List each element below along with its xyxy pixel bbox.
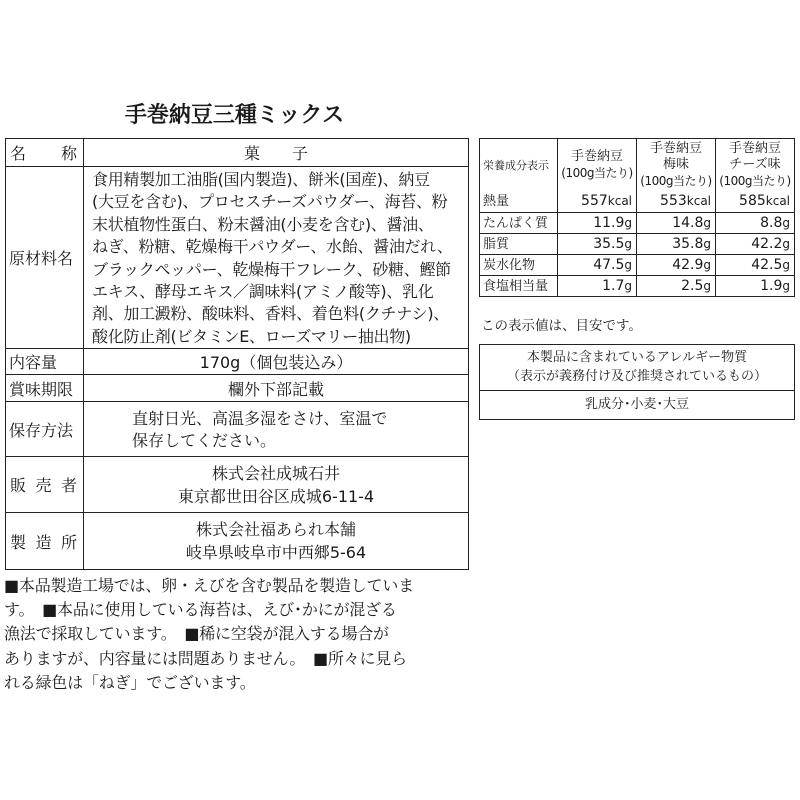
allergy-box <box>479 344 795 420</box>
row-ingredients <box>6 166 468 348</box>
nutrition-row <box>480 275 794 296</box>
expiry-label: 賞味期限 <box>6 375 84 401</box>
nutrition-header-label: 栄養成分表示 <box>480 139 558 191</box>
nutrition-rows <box>480 191 794 296</box>
nutrition-row <box>480 254 794 275</box>
nutrition-value: 42.5g <box>751 257 790 273</box>
storage-label: 保存方法 <box>6 402 84 456</box>
nutrition-row-label: 炭水化物 <box>480 255 558 275</box>
nutrition-value: 42.2g <box>751 236 790 252</box>
nutrition-value: 14.8g <box>637 213 716 233</box>
nutrition-value: 585kcal <box>739 193 790 209</box>
nutrition-value: 553kcal <box>637 191 716 212</box>
content-label: 内容量 <box>6 349 84 374</box>
nutrition-row <box>480 212 794 233</box>
nutrition-value: 35.5g <box>558 234 637 254</box>
nutrition-col-2: 手巻納豆 梅味 (100g当たり) <box>637 139 716 191</box>
content-value: 170g（個包装込み） <box>199 353 353 372</box>
row-name <box>6 139 468 166</box>
nutrition-note: この表示値は、目安です。 <box>481 318 642 334</box>
name-value: 菓 子 <box>243 144 308 163</box>
maker-value: 株式会社福あられ本舗 岐阜県岐阜市中西郷5-64 <box>185 520 367 562</box>
row-expiry <box>6 374 468 401</box>
allergy-header: 本製品に含まれているアレルギー物質 （表示が義務付け及び推奨されているもの） <box>480 345 794 391</box>
product-info-table <box>5 138 469 570</box>
nutrition-row-label: たんぱく質 <box>480 213 558 233</box>
row-content <box>6 348 468 374</box>
notice-text: ■本品製造工場では、卵・えびを含む製品を製造していま す。 ■本品に使用している海苔は、えび･かにが混ざる 漁法で採取しています。 ■稀に空袋が混入する場合が ありますが、内容量には問題ありません。 ■所々に見ら れる緑色は「ねぎ」でございます。 <box>4 576 414 692</box>
nutrition-value: 557kcal <box>558 191 637 212</box>
storage-value: 直射日光、高温多湿をさけ、室温で 保存してください。 <box>132 409 388 450</box>
nutrition-row-label: 脂質 <box>480 234 558 254</box>
nutrition-value: 1.9g <box>760 278 790 294</box>
row-seller <box>6 456 468 512</box>
expiry-value: 欄外下部記載 <box>227 379 324 399</box>
row-storage <box>6 401 468 456</box>
nutrition-col-3: 手巻納豆 チーズ味 (100g当たり) <box>719 141 791 188</box>
seller-value: 株式会社成城石井 東京都世田谷区成城6-11-4 <box>177 463 375 506</box>
nutrition-row-label: 食塩相当量 <box>480 276 558 296</box>
ingredients-label: 原材料名 <box>6 167 84 348</box>
seller-label: 販 売 者 <box>6 457 84 512</box>
product-title: 手巻納豆三種ミックス <box>124 103 345 128</box>
nutrition-value: 35.8g <box>637 234 716 254</box>
nutrition-header-row <box>480 139 794 191</box>
nutrition-row-label: 熱量 <box>480 191 558 212</box>
name-label: 名 称 <box>6 139 84 166</box>
row-maker <box>6 512 468 569</box>
ingredients-value: 食用精製加工油脂(国内製造)、餅米(国産)、納豆 (大豆を含む)、プロセスチーズパウダー、海苔、粉 末状植物性蛋白、粉末醤油(小麦を含む)、醤油、 ねぎ、粉糖、乾燥梅干パウダー、水飴、醤油だれ、 ブラックペッパー、乾燥梅干フレーク、砂糖、鰹節 エキス、酵母エキス／調味料(アミノ酸等)、乳化 剤、加工澱粉、酸味料、香料、着色料(クチナシ)、 酸化防止剤(ビタミンE、ローズマリー抽出物) <box>92 170 453 346</box>
nutrition-value: 47.5g <box>558 255 637 275</box>
nutrition-table <box>479 138 795 297</box>
nutrition-col-1: 手巻納豆 (100g当たり) <box>558 139 637 191</box>
nutrition-value: 8.8g <box>760 215 790 231</box>
maker-label: 製 造 所 <box>6 513 84 569</box>
allergy-value: 乳成分･小麦･大豆 <box>584 397 689 412</box>
nutrition-row <box>480 233 794 254</box>
nutrition-value: 11.9g <box>558 213 637 233</box>
nutrition-value: 1.7g <box>558 276 637 296</box>
nutrition-value: 2.5g <box>637 276 716 296</box>
nutrition-value: 42.9g <box>637 255 716 275</box>
nutrition-row <box>480 191 794 212</box>
